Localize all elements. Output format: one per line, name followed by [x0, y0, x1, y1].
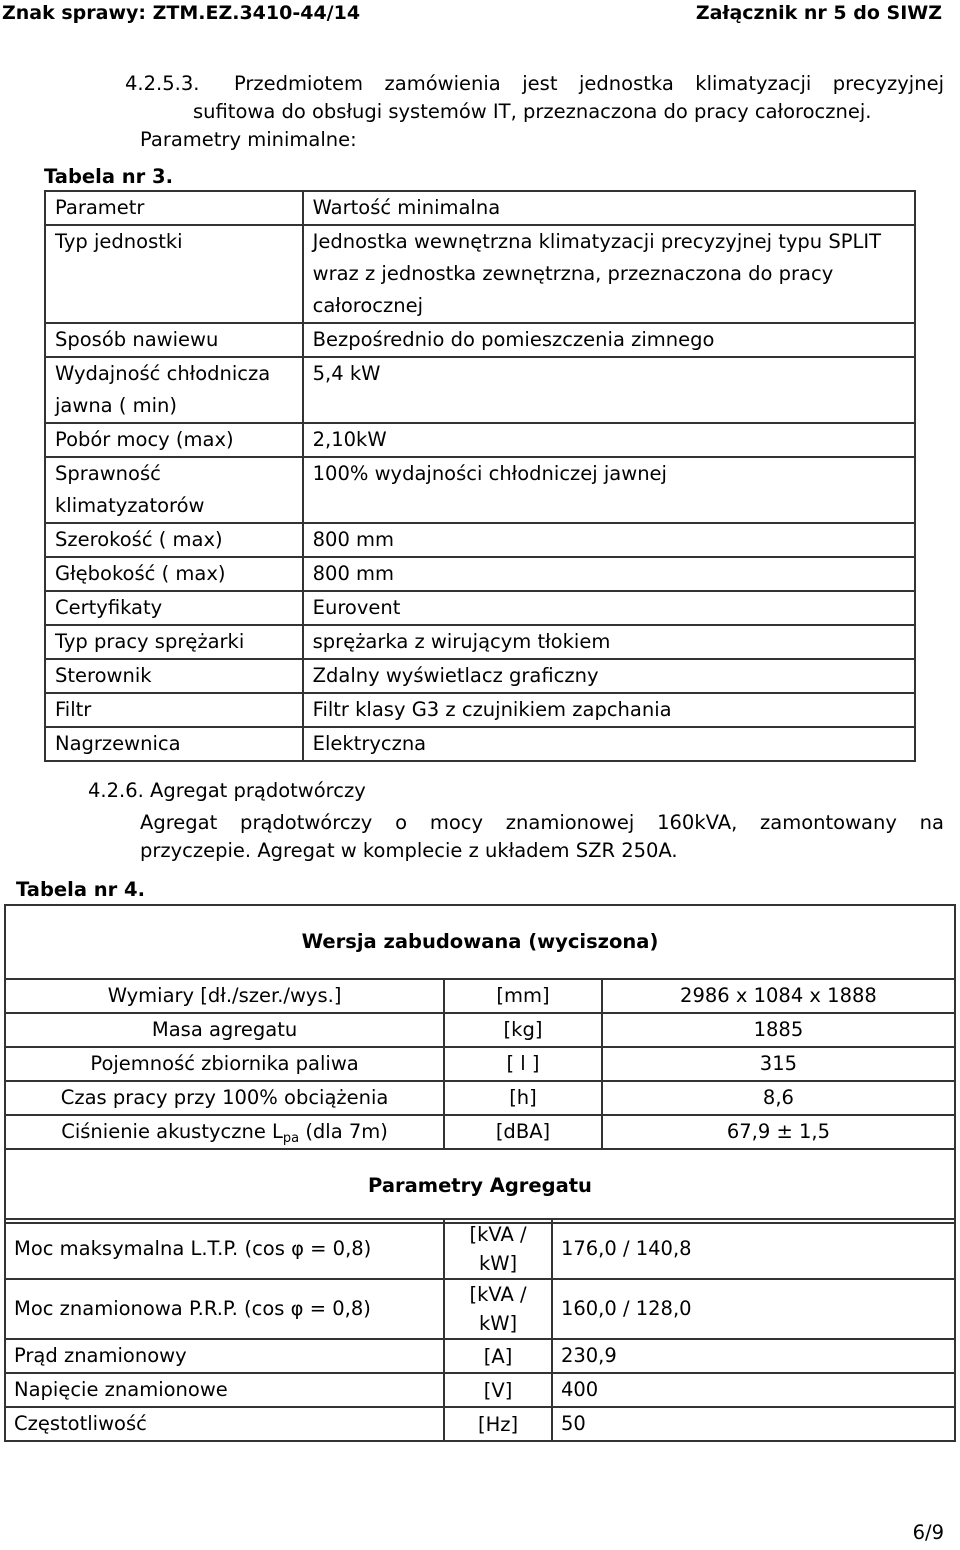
unit-line: [kVA /: [469, 1223, 527, 1246]
table-row: [45, 557, 915, 591]
parameter-name: klimatyzatorów: [55, 494, 205, 517]
section-intro-line2: sufitowa do obsługi systemów IT, przeznaczona do pracy całorocznej.: [193, 100, 872, 123]
generator-description-line1: Agregat prądotwórczy o mocy znamionowej 160kVA, zamontowany na: [140, 811, 944, 834]
parameter-value: całorocznej: [312, 294, 424, 317]
table-row: [5, 1047, 955, 1081]
parameter-value: 2,10kW: [312, 428, 387, 451]
parameter-cell: [45, 727, 303, 761]
parameter-cell: [45, 557, 303, 591]
parameter-value: Eurovent: [312, 596, 401, 619]
table-title: [5, 905, 955, 979]
generator-specs-table: [4, 904, 956, 1224]
parameter-cell: [45, 357, 303, 423]
spec-unit: [ l ]: [444, 1047, 602, 1081]
parameter-name: Wydajność chłodnicza: [55, 362, 271, 385]
value-cell: [303, 523, 915, 557]
parameter-name: Certyfikaty: [55, 596, 163, 619]
attachment-label: Załącznik nr 5 do SIWZ: [695, 2, 942, 24]
parameter-name: Szerokość ( max): [55, 528, 223, 551]
unit-line: [A]: [483, 1344, 513, 1368]
value-cell: [303, 625, 915, 659]
parameter-name: Typ jednostki: [55, 230, 183, 253]
value-cell: [303, 457, 915, 523]
param-label: Prąd znamionowy: [5, 1339, 444, 1373]
table-row: [5, 1219, 955, 1279]
table-subtitle-row: [5, 1149, 955, 1223]
param-label: Moc maksymalna L.T.P. (cos φ = 0,8): [5, 1219, 444, 1279]
noise-label-suffix: (dla 7m): [299, 1120, 388, 1143]
parameter-cell: [45, 523, 303, 557]
parameter-cell: [45, 693, 303, 727]
noise-label-subscript: pa: [282, 1131, 300, 1146]
parameter-value: 800 mm: [312, 528, 395, 551]
params-title: Parametry Agregatu: [368, 1174, 592, 1197]
parameter-name: Nagrzewnica: [55, 732, 181, 755]
parameter-cell: [45, 457, 303, 523]
param-value: 400: [552, 1373, 955, 1407]
spec-label: Pojemność zbiornika paliwa: [5, 1047, 444, 1081]
param-label: Częstotliwość: [5, 1407, 444, 1441]
parameter-value: 100% wydajności chłodniczej jawnej: [312, 462, 667, 485]
table-row: [45, 323, 915, 357]
param-value: 160,0 / 128,0: [552, 1279, 955, 1339]
parameter-value: 5,4 kW: [312, 362, 381, 385]
table-subtitle: [5, 1149, 955, 1223]
param-label: Napięcie znamionowe: [5, 1373, 444, 1407]
spec-value: 315: [602, 1047, 955, 1081]
parameter-cell: [45, 625, 303, 659]
table-row: [5, 1013, 955, 1047]
param-label: Moc znamionowa P.R.P. (cos φ = 0,8): [5, 1279, 444, 1339]
value-cell: [303, 423, 915, 457]
param-unit: [444, 1279, 552, 1339]
spec-value: 67,9 ± 1,5: [602, 1115, 955, 1149]
generator-parameters-table: [4, 1218, 956, 1442]
parameter-name: Sterownik: [55, 664, 152, 687]
table-row: [5, 979, 955, 1013]
spec-unit: [kg]: [444, 1013, 602, 1047]
spec-value: 8,6: [602, 1081, 955, 1115]
parameter-cell: [45, 659, 303, 693]
generator-description-line2: przyczepie. Agregat w komplecie z układem SZR 250A.: [140, 839, 678, 862]
parameter-name: Sprawność: [55, 462, 161, 485]
table-row: [45, 591, 915, 625]
spec-label: [5, 1115, 444, 1149]
parameter-cell: [45, 323, 303, 357]
table-row: [5, 1373, 955, 1407]
table-row: [45, 423, 915, 457]
value-cell: [303, 591, 915, 625]
spec-label: Wymiary [dł./szer./wys.]: [5, 979, 444, 1013]
parameter-name: Głębokość ( max): [55, 562, 226, 585]
spec-value: 1885: [602, 1013, 955, 1047]
table-row: [45, 727, 915, 761]
value-cell: [303, 323, 915, 357]
precision-ac-parameters-table: [44, 190, 916, 762]
table-row: [5, 1279, 955, 1339]
section-intro-line3: Parametry minimalne:: [140, 128, 357, 151]
table-row: [45, 457, 915, 523]
spec-label: Masa agregatu: [5, 1013, 444, 1047]
parameter-value: sprężarka z wirującym tłokiem: [312, 630, 611, 653]
spec-unit: [h]: [444, 1081, 602, 1115]
spec-label: Czas pracy przy 100% obciążenia: [5, 1081, 444, 1115]
table-row: [45, 659, 915, 693]
parameter-value: Zdalny wyświetlacz graficzny: [312, 664, 599, 687]
value-cell: [303, 727, 915, 761]
parameter-cell: [45, 225, 303, 323]
param-value: 50: [552, 1407, 955, 1441]
parameter-name: Typ pracy sprężarki: [55, 630, 245, 653]
table-row: [5, 1081, 955, 1115]
param-value: 176,0 / 140,8: [552, 1219, 955, 1279]
document-reference: Znak sprawy: ZTM.EZ.3410-44/14: [2, 2, 361, 24]
value-cell: [303, 693, 915, 727]
table-row: [45, 357, 915, 423]
param-value: 230,9: [552, 1339, 955, 1373]
parameter-name: Sposób nawiewu: [55, 328, 219, 351]
table4-caption: Tabela nr 4.: [16, 878, 146, 901]
value-cell: [303, 659, 915, 693]
unit-line: kW]: [478, 1252, 518, 1275]
value-cell: [303, 557, 915, 591]
section-number: 4.2.5.3.: [125, 72, 200, 95]
table-row: [45, 225, 915, 323]
spec-unit: [dBA]: [444, 1115, 602, 1149]
section-intro-line1: Przedmiotem zamówienia jest jednostka klimatyzacji precyzyjnej: [234, 72, 944, 95]
table-row: [45, 523, 915, 557]
parameter-value: Filtr klasy G3 z czujnikiem zapchania: [312, 698, 672, 721]
table3-caption: Tabela nr 3.: [44, 165, 174, 188]
spec-value: 2986 x 1084 x 1888: [602, 979, 955, 1013]
page-number: 6/9: [912, 1521, 944, 1544]
table-header-row: [45, 191, 915, 225]
parameter-name: Filtr: [55, 698, 92, 721]
table4-title: Wersja zabudowana (wyciszona): [301, 930, 659, 953]
value-cell: [303, 225, 915, 323]
column-header: Wartość minimalna: [303, 191, 915, 225]
unit-line: [Hz]: [477, 1412, 519, 1436]
param-unit: [444, 1339, 552, 1373]
unit-line: [kVA /: [469, 1283, 527, 1306]
parameter-value: Elektryczna: [312, 732, 427, 755]
table-row: [5, 1339, 955, 1373]
table-row: [45, 693, 915, 727]
parameter-cell: [45, 591, 303, 625]
section-heading: 4.2.6. Agregat prądotwórczy: [88, 779, 366, 802]
table-title-row: [5, 905, 955, 979]
noise-label: Ciśnienie akustyczne L: [61, 1120, 283, 1143]
parameter-value: Bezpośrednio do pomieszczenia zimnego: [312, 328, 715, 351]
column-header: Parametr: [45, 191, 303, 225]
parameter-name: Pobór mocy (max): [55, 428, 234, 451]
table-row: [5, 1115, 955, 1149]
unit-line: [V]: [483, 1378, 513, 1402]
param-unit: [444, 1219, 552, 1279]
parameter-name: jawna ( min): [55, 394, 178, 417]
param-unit: [444, 1407, 552, 1441]
spec-unit: [mm]: [444, 979, 602, 1013]
unit-line: kW]: [478, 1312, 518, 1335]
value-cell: [303, 357, 915, 423]
parameter-value: 800 mm: [312, 562, 395, 585]
param-unit: [444, 1373, 552, 1407]
parameter-value: Jednostka wewnętrzna klimatyzacji precyzyjnej typu SPLIT: [312, 230, 881, 253]
table-row: [5, 1407, 955, 1441]
table-row: [45, 625, 915, 659]
parameter-cell: [45, 423, 303, 457]
parameter-value: wraz z jednostka zewnętrzna, przeznaczona do pracy: [312, 262, 834, 285]
